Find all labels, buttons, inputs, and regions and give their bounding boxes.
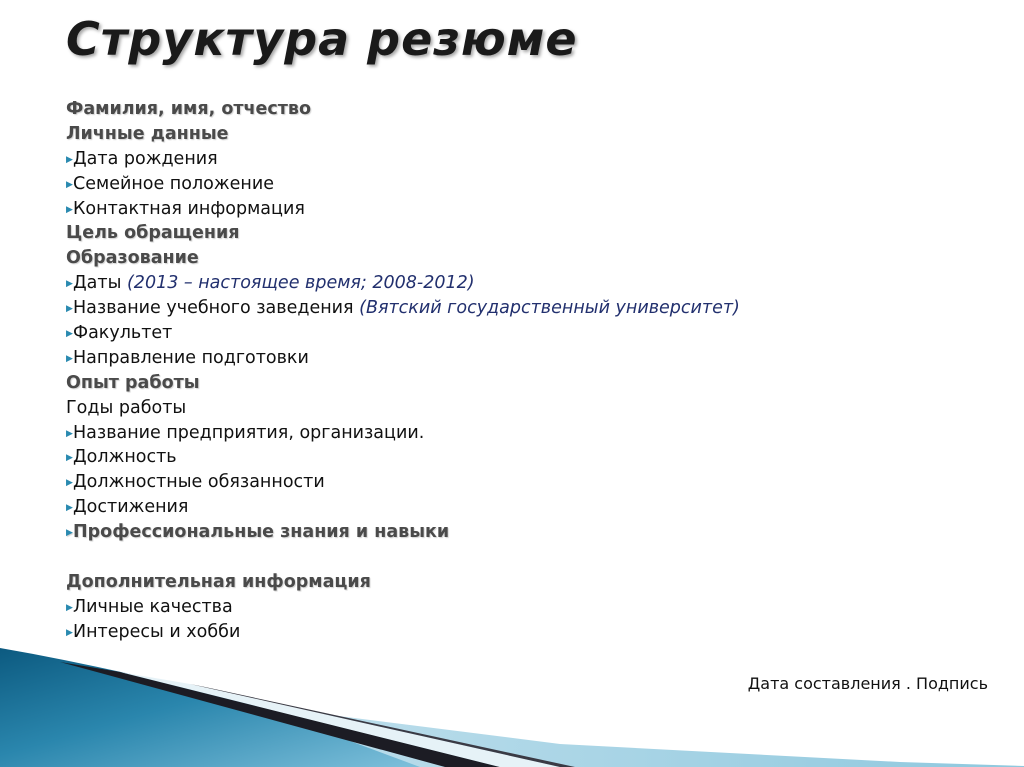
list-item-text: Цель обращения: [66, 223, 240, 244]
list-item-text: Должность: [73, 447, 177, 468]
list-item-text: Направление подготовки: [73, 347, 309, 368]
triangle-bullet-icon: ▶: [66, 528, 73, 539]
list-item: [66, 296, 966, 321]
list-item-text: Должностные обязанности: [73, 472, 325, 493]
triangle-bullet-icon: ▶: [66, 304, 73, 315]
list-item: [66, 147, 966, 172]
list-item-text: Дата рождения: [73, 148, 218, 169]
triangle-bullet-icon: ▶: [66, 329, 73, 340]
list-item: [66, 620, 966, 645]
list-item-text: Название предприятия, организации.: [73, 422, 425, 443]
list-item: [66, 172, 966, 197]
list-item: [66, 470, 966, 495]
list-item: [66, 595, 966, 620]
list-item: [66, 421, 966, 446]
list-item-text: Интересы и хобби: [73, 621, 241, 642]
triangle-bullet-icon: ▶: [66, 428, 73, 439]
list-item-text: Опыт работы: [66, 372, 200, 393]
list-item: [66, 570, 966, 595]
resume-structure-list: [66, 97, 966, 645]
triangle-bullet-icon: ▶: [66, 279, 73, 290]
triangle-bullet-icon: ▶: [66, 179, 73, 190]
list-item-text: Личные данные: [66, 123, 229, 144]
list-item: [66, 346, 966, 371]
list-item-text: Контактная информация: [73, 198, 305, 219]
list-item: [66, 321, 966, 346]
list-item-text: Факультет: [73, 323, 173, 344]
list-item: [66, 495, 966, 520]
list-item: [66, 371, 966, 396]
list-item-note: (2013 – настоящее время; 2008-2012): [126, 273, 475, 294]
triangle-bullet-icon: ▶: [66, 503, 73, 514]
list-item-text: Семейное положение: [73, 173, 274, 194]
list-item: [66, 396, 966, 421]
list-item: [66, 520, 966, 545]
list-spacer: [66, 545, 966, 570]
list-item: [66, 197, 966, 222]
triangle-bullet-icon: ▶: [66, 353, 73, 364]
triangle-bullet-icon: ▶: [66, 478, 73, 489]
footer-date-signature: Дата составления . Подпись: [747, 674, 988, 693]
list-item: [66, 246, 966, 271]
list-item: [66, 97, 966, 122]
list-item: [66, 445, 966, 470]
list-item-text: Название учебного заведения: [73, 298, 360, 319]
list-item: [66, 221, 966, 246]
list-item: [66, 271, 966, 296]
slide-title: Структура резюме: [66, 12, 578, 66]
triangle-bullet-icon: ▶: [66, 154, 73, 165]
list-item-text: Достижения: [73, 497, 189, 518]
list-item-text: Профессиональные знания и навыки: [73, 522, 450, 543]
list-item-text: Личные качества: [73, 596, 233, 617]
list-item-text: Образование: [66, 248, 199, 269]
triangle-bullet-icon: ▶: [66, 204, 73, 215]
triangle-bullet-icon: ▶: [66, 627, 73, 638]
list-item-text: Дополнительная информация: [66, 571, 371, 592]
list-item-text: Годы работы: [66, 397, 187, 418]
triangle-bullet-icon: ▶: [66, 453, 73, 464]
list-item-note: (Вятский государственный университет): [359, 298, 740, 319]
list-item-text: Фамилия, имя, отчество: [66, 99, 311, 119]
list-item-text: Даты: [73, 273, 127, 294]
triangle-bullet-icon: ▶: [66, 602, 73, 613]
list-item: [66, 122, 966, 147]
